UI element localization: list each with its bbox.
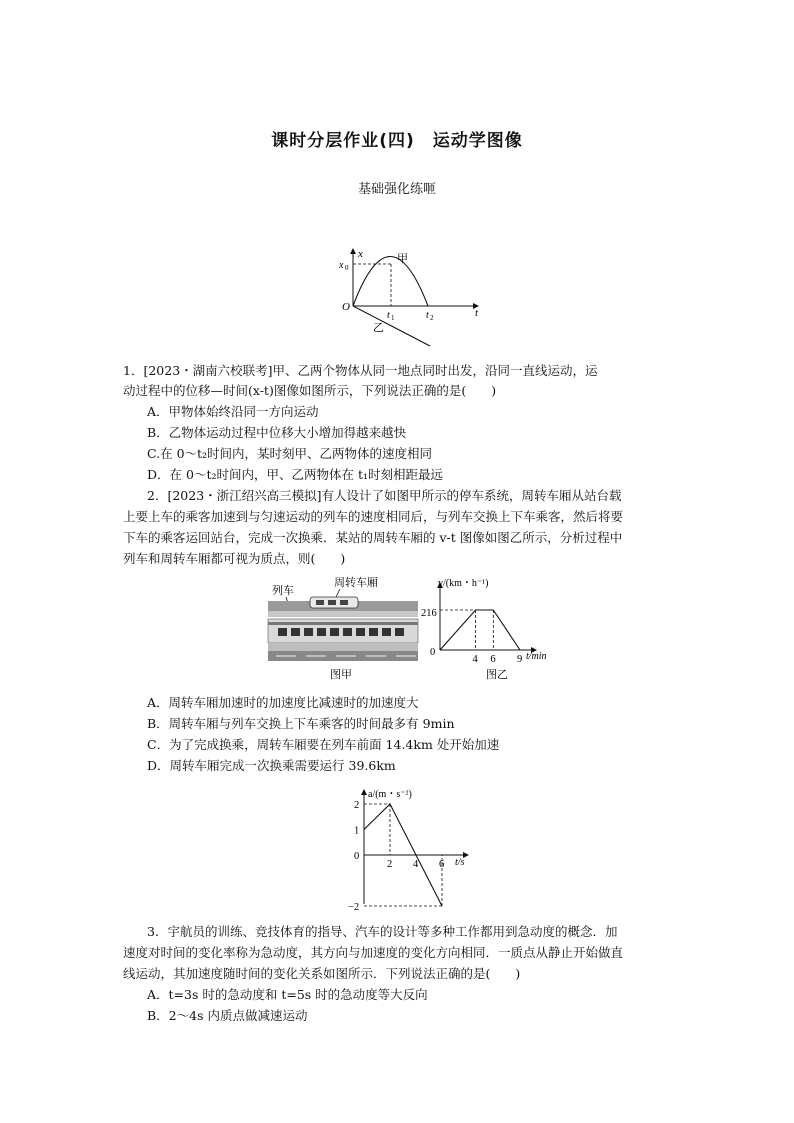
q2-stem-line-2: 上要上车的乘客加速到与匀速运动的列车的速度相同后，与列车交换上下车乘客，然后将要 [123, 509, 624, 524]
q2-stem-line-1: 2．[2023・浙江绍兴高三模拟]有人设计了如图甲所示的停车系统，周转车厢从站台载 [147, 488, 622, 503]
vt-y-tick: 216 [421, 608, 437, 619]
section-subtitle: 基础强化练咂 [357, 182, 436, 197]
vt-x-tick: 4 [472, 654, 478, 665]
q1-stem-line-1: 1．[2023・湖南六校联考]甲、乙两个物体从同一地点同时出发，沿同一直线运动，运 [123, 363, 598, 378]
q3-stem-line-2: 速度对时间的变化率称为急动度，其方向与加速度的变化方向相同．一质点从静止开始做直 [123, 945, 624, 960]
label-jia: 甲 [397, 253, 408, 265]
q1-option-b: B．乙物体运动过程中位移大小增加得越来越快 [147, 425, 407, 440]
at-y-tick: 1 [354, 825, 360, 837]
label-train: 列车 [272, 585, 294, 597]
q1-option-d: D．在 0～t₂时间内，甲、乙两物体在 t₁时刻相距最远 [147, 467, 443, 482]
t2-sub: 2 [430, 314, 434, 322]
q3-stem-line-1: 3．宇航员的训练、竞技体育的指导、汽车的设计等多种工作都用到急动度的概念．加 [147, 924, 618, 939]
figure-xt-graph [335, 246, 485, 348]
t-axis-label: t [475, 307, 479, 319]
at-x-tick: 6 [439, 859, 445, 870]
q2-option-d: D．周转车厢完成一次换乘需要运行 39.6km [147, 758, 396, 773]
caption-jia: 图甲 [330, 669, 352, 681]
label-car: 周转车厢 [334, 577, 378, 589]
page-title: 课时分层作业(四) 运动学图像 [271, 131, 523, 151]
vt-x-tick: 9 [517, 654, 523, 665]
at-y-tick: 0 [354, 851, 360, 862]
x-axis-label: x [358, 248, 363, 260]
vt-origin: 0 [430, 647, 436, 658]
q3-stem-line-3: 线运动，其加速度随时间的变化关系如图所示．下列说法正确的是( ) [123, 966, 521, 981]
q1-option-a: A．甲物体始终沿同一方向运动 [147, 404, 319, 419]
q2-option-b: B．周转车厢与列车交换上下车乘客的时间最多有 9min [147, 716, 455, 731]
t1-label: t [387, 310, 390, 321]
figure-train-illustration [266, 575, 420, 685]
t2-label: t [426, 310, 429, 321]
q3-option-a: A．t=3s 时的急动度和 t=5s 时的急动度等大反向 [147, 987, 428, 1002]
at-y-tick: 2 [354, 800, 360, 811]
vt-x-label: t/min [526, 651, 547, 662]
at-y-tick: −2 [348, 902, 360, 913]
chart-at-graph [342, 784, 482, 913]
q2-option-c: C．为了完成换乘，周转车厢要在列车前面 14.4km 处开始加速 [147, 737, 500, 752]
at-x-label: t/s [455, 857, 465, 868]
q1-option-c: C.在 0～t₂时间内，某时刻甲、乙两物体的速度相同 [147, 446, 433, 461]
vt-y-label: v/(km・h⁻¹) [438, 578, 489, 589]
origin-label: O [342, 301, 350, 313]
at-x-tick: 2 [387, 859, 393, 870]
q3-option-b: B．2～4s 内质点做减速运动 [147, 1008, 308, 1023]
label-yi: 乙 [373, 322, 384, 334]
q1-stem-line-2: 动过程中的位移—时间(x-t)图像如图所示，下列说法正确的是( ) [123, 383, 497, 398]
q2-option-a: A．周转车厢加速时的加速度比减速时的加速度大 [147, 695, 419, 710]
at-x-tick: 4 [413, 859, 419, 870]
chart-vt-graph [421, 575, 564, 685]
at-y-label: a/(m・s⁻²) [368, 789, 412, 800]
caption-yi: 图乙 [486, 669, 508, 681]
vt-series-line [440, 610, 520, 650]
vt-x-tick: 6 [490, 654, 496, 665]
x0-sub: 0 [345, 264, 349, 272]
q2-stem-line-4: 列车和周转车厢都可视为质点，则( ) [123, 551, 346, 566]
q2-stem-line-3: 下车的乘客运回站台，完成一次换乘．某站的周转车厢的 v-t 图像如图乙所示，分析过程中 [123, 530, 623, 545]
line-yi [353, 306, 430, 346]
x0-label: x [339, 260, 344, 271]
t1-sub: 1 [391, 314, 395, 322]
